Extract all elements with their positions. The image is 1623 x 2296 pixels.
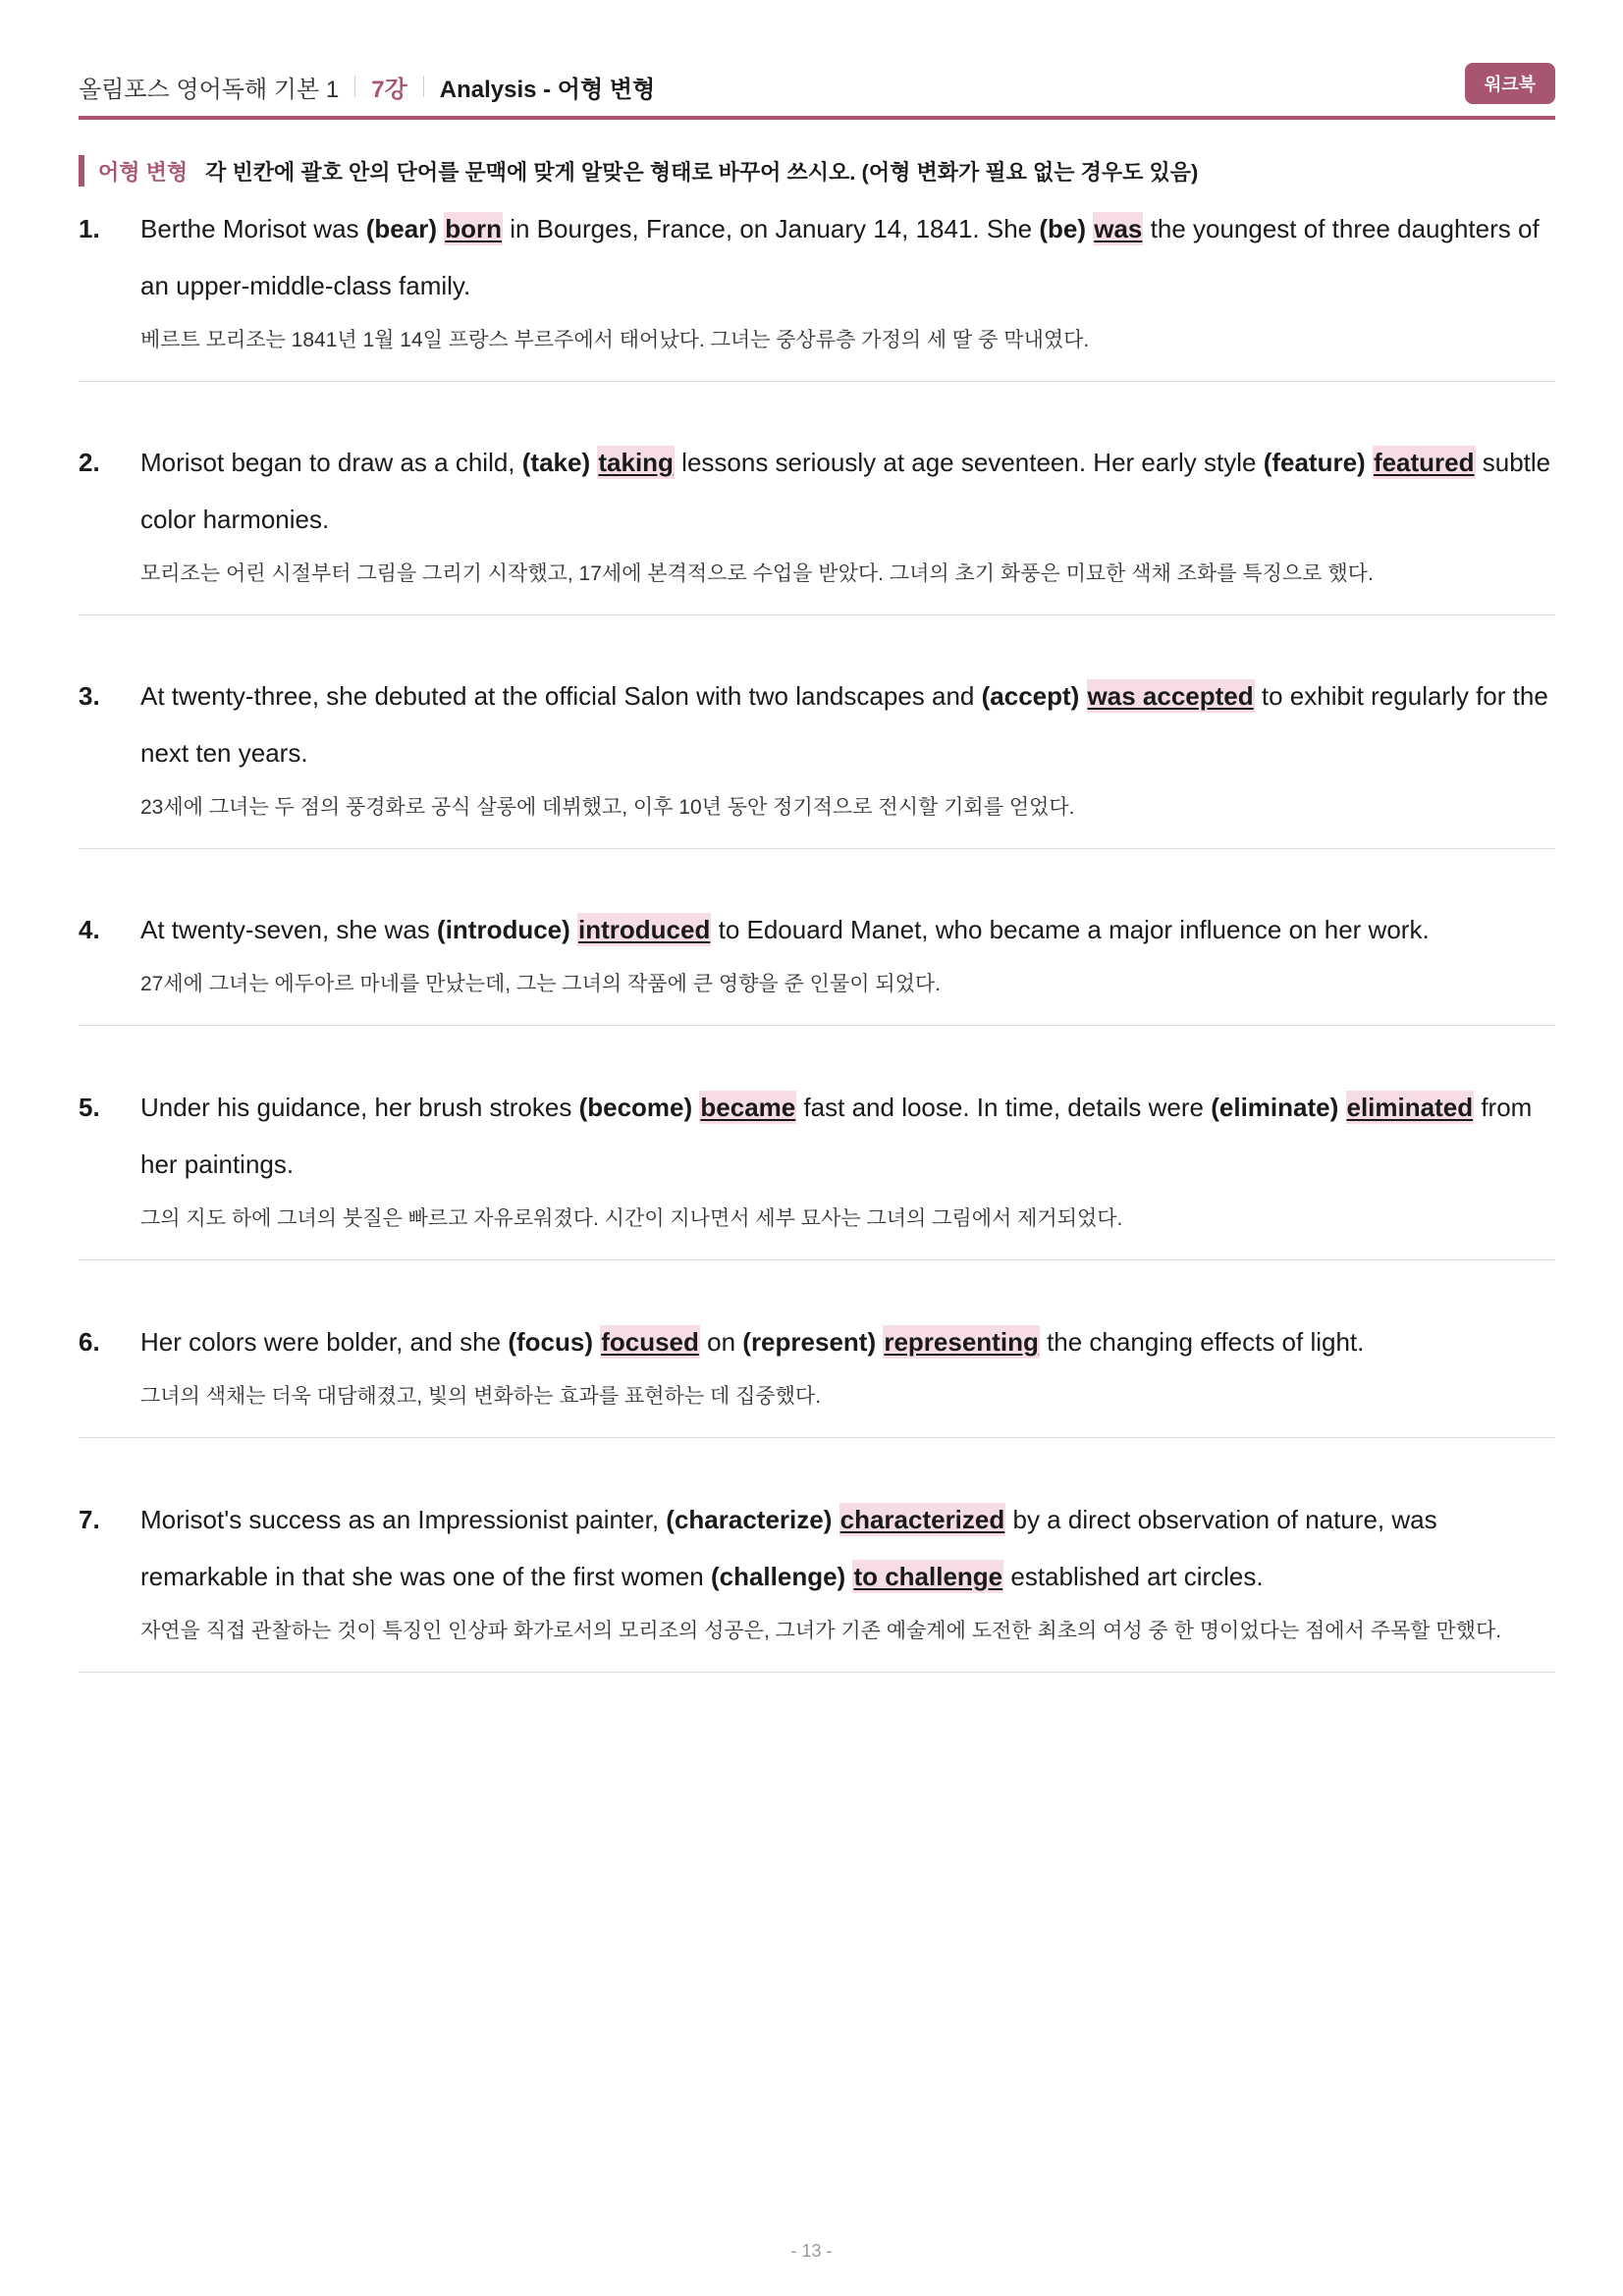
section-subtitle: Analysis - 어형 변형 [439, 76, 656, 103]
book-title: 올림포스 영어독해 기본 1 [79, 76, 340, 103]
answer-blank: characterized [839, 1505, 1005, 1534]
question-number: 4. [79, 915, 100, 944]
question-number: 5. [79, 1093, 100, 1122]
breadcrumb [79, 70, 655, 104]
sentence-text: the youngest of three daughters of an upper-middle-class family. [140, 214, 1540, 300]
question-divider [79, 1672, 1555, 1673]
question-divider [79, 1259, 1555, 1260]
hint-word: (introduce) [437, 915, 570, 944]
question-translation: 자연을 직접 관찰하는 것이 특징인 인상파 화가로서의 모리조의 성공은, 그녀가 기존 예술계에 도전한 최초의 여성 중 한 명이었다는 점에서 주목할 만했다. [140, 1620, 1502, 1642]
hint-word: (focus) [508, 1327, 593, 1357]
question-translation: 27세에 그녀는 에두아르 마네를 만났는데, 그는 그녀의 작품에 큰 영향을 준 인물이 되었다. [140, 973, 942, 995]
question-sentence [140, 200, 1555, 314]
question-translation: 모리조는 어린 시절부터 그림을 그리기 시작했고, 17세에 본격적으로 수업을 받았다. 그녀의 초기 화풍은 미묘한 색채 조화를 특징으로 했다. [140, 562, 1374, 585]
question-divider [79, 1437, 1555, 1438]
sentence-text: Her colors were bolder, and she [140, 1327, 509, 1357]
question-translation: 그의 지도 하에 그녀의 붓질은 빠르고 자유로워졌다. 시간이 지나면서 세부 묘사는 그녀의 그림에서 제거되었다. [140, 1207, 1123, 1230]
breadcrumb-divider [354, 76, 355, 97]
hint-word: (become) [578, 1093, 693, 1122]
question-sentence [140, 1491, 1555, 1605]
question-translation: 그녀의 색채는 더욱 대담해졌고, 빛의 변화하는 효과를 표현하는 데 집중했다. [140, 1385, 822, 1408]
sentence-text: to exhibit regularly for the next ten years. [140, 681, 1548, 768]
hint-word: (bear) [365, 214, 437, 243]
answer-blank: to challenge [853, 1562, 1003, 1591]
question-divider [79, 381, 1555, 382]
page-number: - 13 - [790, 2241, 833, 2261]
answer-blank: born [445, 214, 502, 243]
sentence-text: subtle color harmonies. [140, 448, 1551, 534]
question-number: 2. [79, 448, 100, 477]
breadcrumb-divider [423, 76, 424, 97]
instruction-label: 어형 변형 [98, 159, 189, 185]
answer-blank: was [1094, 214, 1143, 243]
sentence-text [1079, 681, 1086, 711]
hint-word: (challenge) [710, 1562, 846, 1591]
question-item [79, 1313, 1555, 1438]
sentence-text: from her paintings. [140, 1093, 1533, 1179]
instruction-line [79, 155, 1555, 187]
sentence-text: in Bourges, France, on January 14, 1841. She [503, 214, 1040, 243]
question-divider [79, 1025, 1555, 1026]
hint-word: (represent) [742, 1327, 877, 1357]
question-item [79, 200, 1555, 382]
sentence-text: Morisot's success as an Impressionist painter, [140, 1505, 667, 1534]
hint-word: (eliminate) [1211, 1093, 1339, 1122]
question-sentence [140, 1313, 1555, 1370]
question-item [79, 1079, 1555, 1260]
header-rule [79, 116, 1555, 120]
page-header [79, 61, 1555, 112]
sentence-text: Berthe Morisot was [140, 214, 366, 243]
answer-blank: became [700, 1093, 796, 1122]
sentence-text: lessons seriously at age seventeen. Her early style [674, 448, 1264, 477]
answer-blank: introduced [578, 915, 711, 944]
sentence-text: by a direct observation of nature, was remarkable in that she was one of the first women [140, 1505, 1437, 1591]
answer-blank: focused [601, 1327, 699, 1357]
question-number: 1. [79, 214, 100, 243]
sentence-text [832, 1505, 839, 1534]
sentence-text: to Edouard Manet, who became a major influence on her work. [711, 915, 1430, 944]
answer-blank: featured [1373, 448, 1475, 477]
question-sentence [140, 901, 1555, 958]
sentence-text: established art circles. [1003, 1562, 1264, 1591]
question-divider [79, 614, 1555, 615]
sentence-text: At twenty-seven, she was [140, 915, 438, 944]
sentence-text [1366, 448, 1373, 477]
question-number: 3. [79, 681, 100, 711]
question-number: 6. [79, 1327, 100, 1357]
hint-word: (take) [521, 448, 591, 477]
sentence-text: Under his guidance, her brush strokes [140, 1093, 579, 1122]
hint-word: (characterize) [666, 1505, 833, 1534]
workbook-badge: 워크북 [1465, 63, 1555, 104]
question-sentence [140, 434, 1555, 548]
question-item [79, 1491, 1555, 1673]
hint-word: (be) [1039, 214, 1087, 243]
question-divider [79, 848, 1555, 849]
lesson-number: 7강 [371, 76, 407, 103]
instruction-text: 각 빈칸에 괄호 안의 단어를 문맥에 맞게 알맞은 형태로 바꾸어 쓰시오. (어형 변화가 필요 없는 경우도 있음) [205, 159, 1199, 185]
sentence-text: fast and loose. In time, details were [796, 1093, 1212, 1122]
hint-word: (accept) [981, 681, 1080, 711]
question-translation: 23세에 그녀는 두 점의 풍경화로 공식 살롱에 데뷔했고, 이후 10년 동안 정기적으로 전시할 기회를 얻었다. [140, 796, 1075, 819]
answer-blank: was accepted [1087, 681, 1254, 711]
sentence-text: At twenty-three, she debuted at the official Salon with two landscapes and [140, 681, 982, 711]
answer-blank: representing [884, 1327, 1039, 1357]
question-item [79, 434, 1555, 615]
question-sentence [140, 1079, 1555, 1193]
answer-blank: eliminated [1346, 1093, 1474, 1122]
answer-blank: taking [598, 448, 674, 477]
sentence-text: Morisot began to draw as a child, [140, 448, 522, 477]
sentence-text [570, 915, 577, 944]
question-number: 7. [79, 1505, 100, 1534]
hint-word: (feature) [1263, 448, 1366, 477]
sentence-text [1338, 1093, 1345, 1122]
question-item [79, 901, 1555, 1026]
question-sentence [140, 667, 1555, 781]
question-translation: 베르트 모리조는 1841년 1월 14일 프랑스 부르주에서 태어났다. 그녀는 중상류층 가정의 세 딸 중 막내였다. [140, 329, 1090, 351]
question-item [79, 667, 1555, 849]
sentence-text: on [699, 1327, 743, 1357]
sentence-text: the changing effects of light. [1039, 1327, 1365, 1357]
instruction-bar [79, 155, 84, 187]
